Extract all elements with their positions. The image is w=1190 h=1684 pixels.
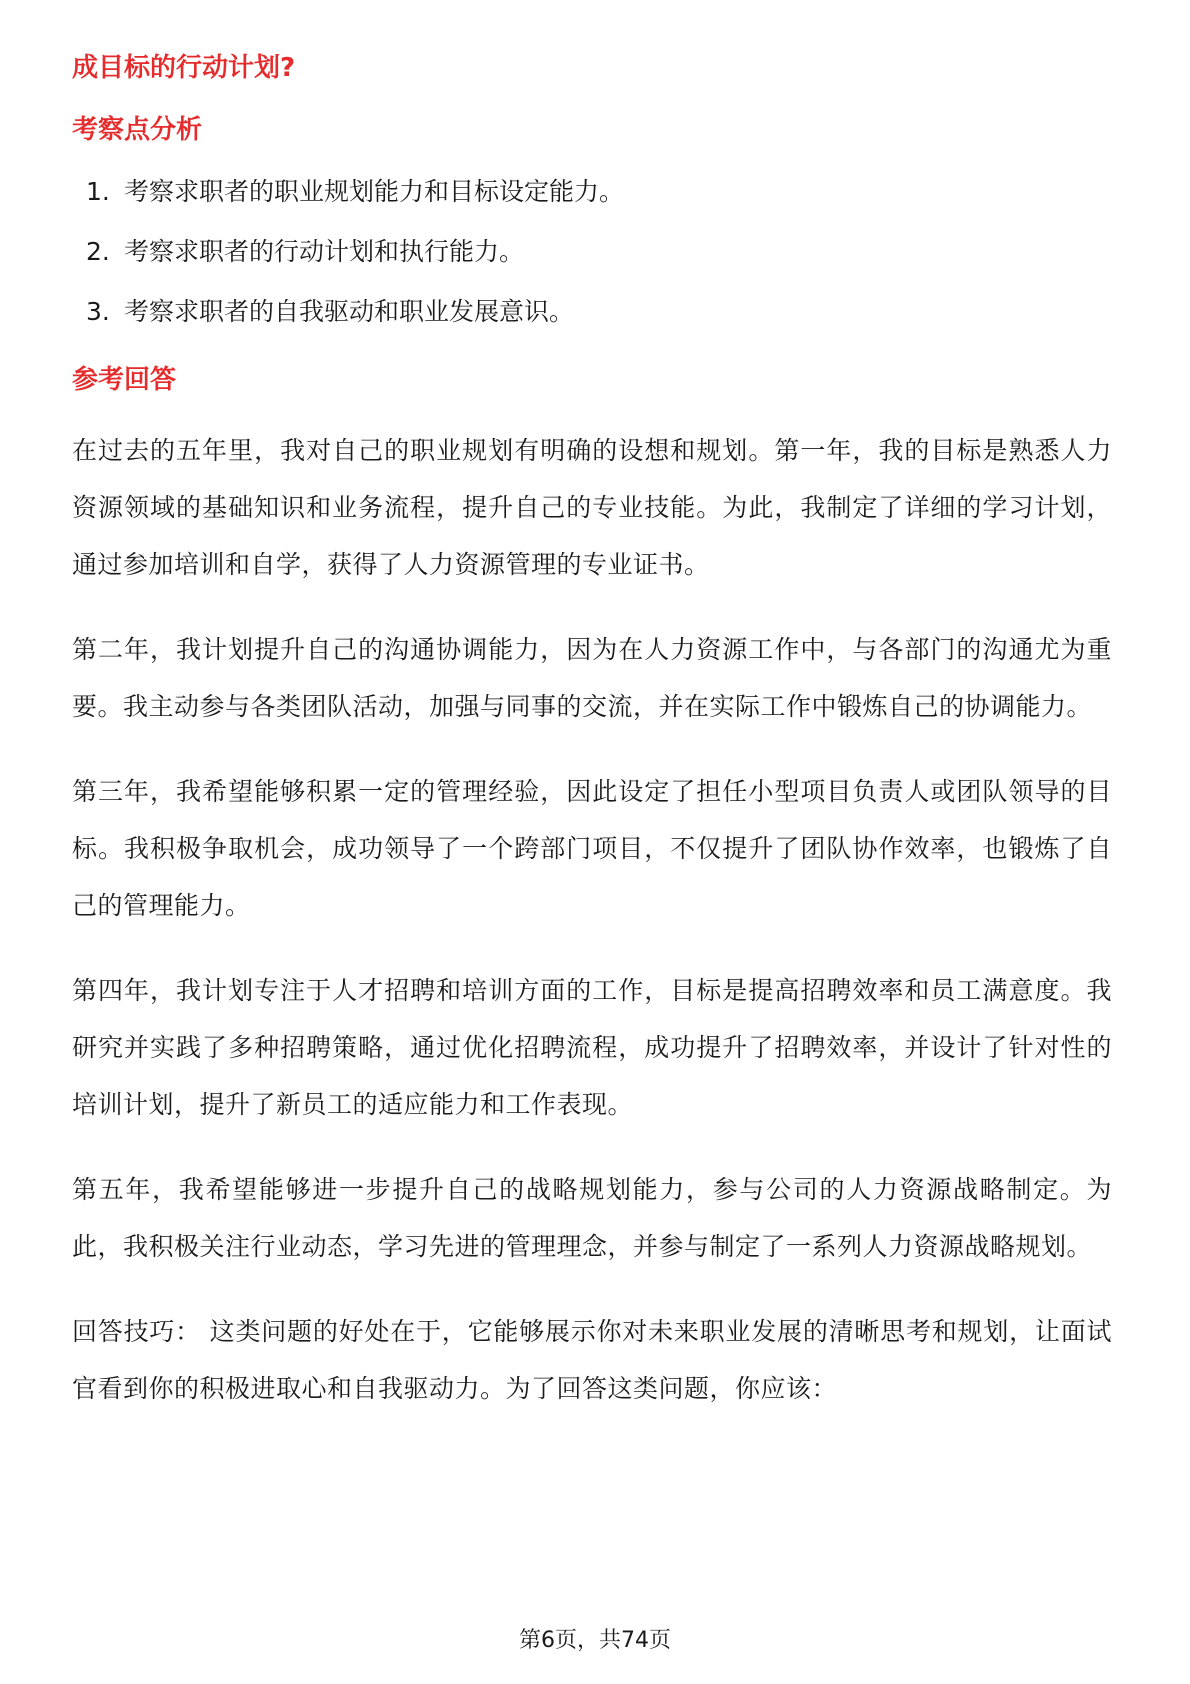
- answer-paragraph: 第五年，我希望能够进一步提升自己的战略规划能力，参与公司的人力资源战略制定。为此，我积极关注行业动态，学习先进的管理理念，并参与制定了一系列人力资源战略规划。: [72, 1175, 1112, 1261]
- analysis-heading: 考察点分析: [72, 115, 203, 145]
- page-number: 第6页，共74页: [519, 1628, 671, 1653]
- answer-paragraph: 第三年，我希望能够积累一定的管理经验，因此设定了担任小型项目负责人或团队领导的目标。我积极争取机会，成功领导了一个跨部门项目，不仅提升了团队协作效率，也锻炼了自己的管理能力。: [72, 777, 1112, 920]
- answer-heading: 参考回答: [72, 365, 177, 395]
- answer-paragraph: 在过去的五年里，我对自己的职业规划有明确的设想和规划。第一年，我的目标是熟悉人力资源领域的基础知识和业务流程，提升自己的专业技能。为此，我制定了详细的学习计划，通过参加培训和自学，获得了人力资源管理的专业证书。: [72, 436, 1112, 579]
- list-item-number: 2.: [86, 237, 110, 266]
- list-item: [86, 292, 1112, 332]
- list-item-text: 考察求职者的自我驱动和职业发展意识。: [124, 297, 575, 326]
- analysis-points-list: [72, 172, 1112, 332]
- page-content: [72, 48, 1112, 1417]
- list-item: [86, 232, 1112, 272]
- answer-tips-paragraph: 回答技巧： 这类问题的好处在于，它能够展示你对未来职业发展的清晰思考和规划，让面试官看到你的积极进取心和自我驱动力。为了回答这类问题，你应该：: [72, 1317, 1112, 1403]
- question-title-continuation: 成目标的行动计划?: [72, 53, 296, 83]
- answer-paragraph: 第四年，我计划专注于人才招聘和培训方面的工作，目标是提高招聘效率和员工满意度。我研究并实践了多种招聘策略，通过优化招聘流程，成功提升了招聘效率，并设计了针对性的培训计划，提升了新员工的适应能力和工作表现。: [72, 976, 1112, 1119]
- list-item-number: 1.: [86, 177, 110, 206]
- list-item-text: 考察求职者的行动计划和执行能力。: [124, 237, 525, 266]
- answer-paragraph: 第二年，我计划提升自己的沟通协调能力，因为在人力资源工作中，与各部门的沟通尤为重要。我主动参与各类团队活动，加强与同事的交流，并在实际工作中锻炼自己的协调能力。: [72, 635, 1112, 721]
- list-item: [86, 172, 1112, 212]
- list-item-number: 3.: [86, 297, 110, 326]
- list-item-text: 考察求职者的职业规划能力和目标设定能力。: [124, 177, 625, 206]
